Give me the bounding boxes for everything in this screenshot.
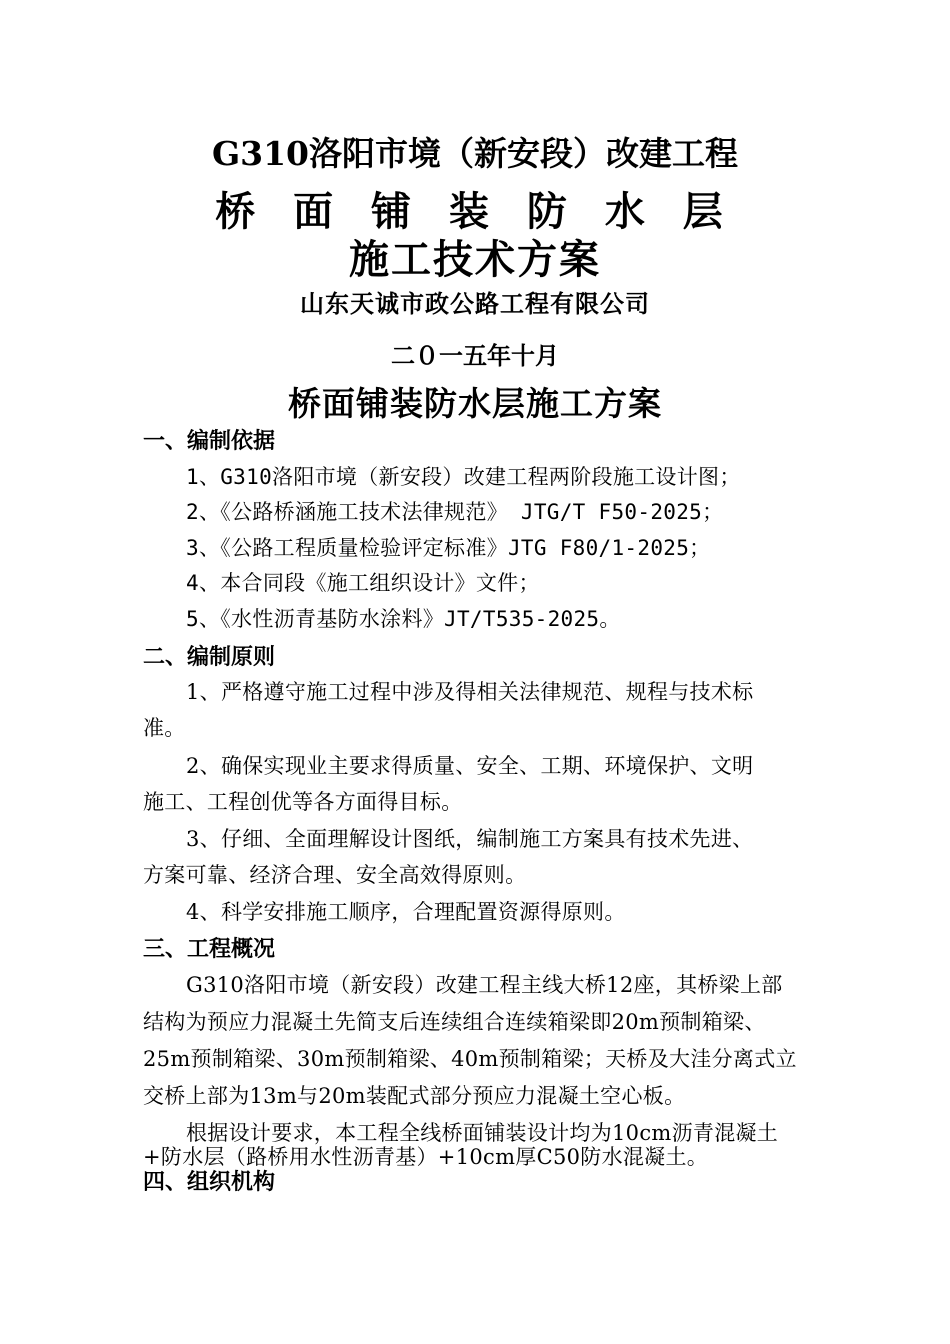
- principle-line: 准。: [143, 716, 186, 740]
- overview-line: 交桥上部为13m与20m装配式部分预应力混凝土空心板。: [143, 1084, 686, 1108]
- principle-line: 施工、工程创优等各方面得目标。: [143, 790, 463, 814]
- project-title: G310洛阳市境（新安段）改建工程: [211, 134, 739, 173]
- overview-line: 结构为预应力混凝土先简支后连续组合连续箱梁即20m预制箱梁、: [143, 1010, 766, 1034]
- cover-date: 二０一五年十月: [391, 341, 559, 370]
- principle-line: 3、仔细、全面理解设计图纸，编制施工方案具有技术先进、: [186, 827, 754, 851]
- overview-line: 根据设计要求，本工程全线桥面铺装设计均为10cm沥青混凝土: [186, 1121, 779, 1145]
- section-heading-organization: 四、组织机构: [143, 1169, 276, 1195]
- overview-line: 25m预制箱梁、30m预制箱梁、40m预制箱梁；天桥及大洼分离式立: [143, 1047, 797, 1071]
- principle-line: 方案可靠、经济合理、安全高效得原则。: [143, 863, 527, 887]
- basis-item: 1、G310洛阳市境（新安段）改建工程两阶段施工设计图；: [186, 465, 741, 489]
- basis-item: 5、《水性沥青基防水涂料》JT/T535-2025。: [186, 607, 621, 631]
- section-heading-principles: 二、编制原则: [143, 644, 276, 670]
- cover-subject: 桥 面 铺 装 防 水 层: [215, 188, 735, 235]
- basis-item: 3、《公路工程质量检验评定标准》JTG F80/1-2025；: [186, 536, 711, 560]
- cover-doc-type: 施工技术方案: [349, 236, 601, 283]
- section-heading-overview: 三、工程概况: [143, 936, 276, 962]
- basis-item: 2、《公路桥涵施工技术法律规范》 JTG/T F50-2025；: [186, 500, 724, 524]
- overview-line: +防水层（路桥用水性沥青基）+10cm厚C50防水混凝土。: [143, 1145, 709, 1169]
- principle-line: 2、确保实现业主要求得质量、安全、工期、环境保护、文明: [186, 754, 754, 778]
- company-name: 山东天诚市政公路工程有限公司: [300, 289, 650, 318]
- overview-line: G310洛阳市境（新安段）改建工程主线大桥12座，其桥梁上部: [186, 973, 783, 997]
- principle-line: 4、科学安排施工顺序，合理配置资源得原则。: [186, 900, 626, 924]
- principle-line: 1、严格遵守施工过程中涉及得相关法律规范、规程与技术标: [186, 680, 754, 704]
- main-title: 桥面铺装防水层施工方案: [288, 384, 662, 423]
- basis-item: 4、本合同段《施工组织设计》文件；: [186, 571, 540, 595]
- section-heading-basis: 一、编制依据: [143, 428, 276, 454]
